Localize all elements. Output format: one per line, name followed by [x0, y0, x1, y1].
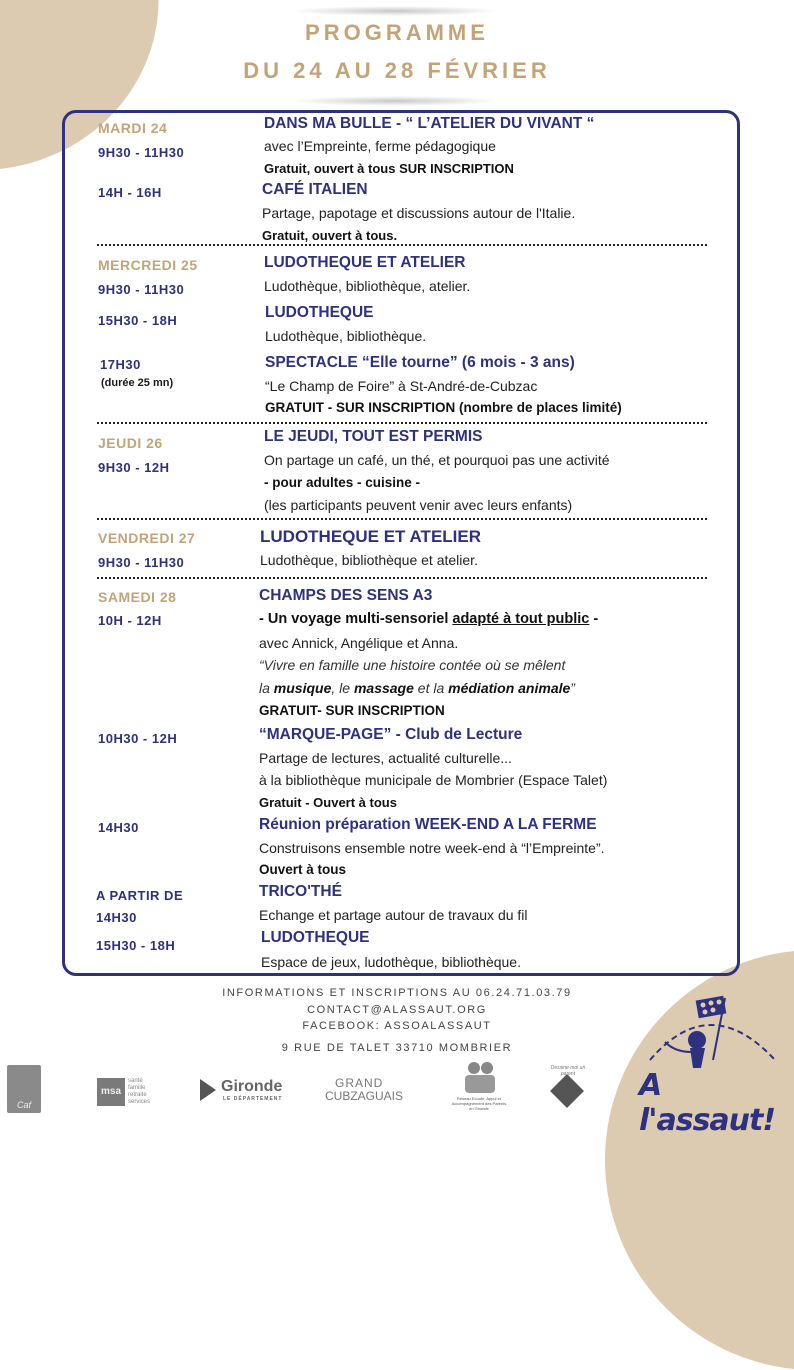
dotted-divider [97, 577, 707, 579]
event-quote: “Vivre en famille une histoire contée où se mêlent [259, 657, 566, 673]
event-time: 9H30 - 11H30 [98, 555, 185, 570]
text-underlined: adapté à tout public [452, 611, 590, 627]
grand-cubzaguais-logo-top: GRAND [335, 1076, 384, 1090]
event-subtitle [259, 611, 598, 627]
event-time: 9H30 - 12H [98, 460, 170, 475]
event-title: LE JEUDI, TOUT EST PERMIS [264, 428, 483, 445]
text-bold: médiation animale [448, 680, 571, 696]
event-title: LUDOTHEQUE [261, 929, 370, 946]
event-description: à la bibliothèque municipale de Mombrier (Espace Talet) [259, 772, 608, 788]
event-description: Ludothèque, bibliothèque. [265, 328, 427, 344]
event-time: 14H30 [96, 910, 137, 925]
reaap-logo [450, 1062, 508, 1118]
msa-logo-text: msa [100, 1086, 121, 1097]
title-shadow-top [290, 6, 500, 16]
event-time: 17H30 [100, 357, 141, 372]
footer-address: 9 RUE DE TALET 33710 MOMBRIER [281, 1042, 513, 1054]
event-description: Echange et partage autour de travaux du fil [259, 907, 528, 923]
event-note: Ouvert à tous [259, 862, 347, 877]
day-label-jeudi: JEUDI 26 [98, 435, 163, 451]
event-title: CHAMPS DES SENS A3 [259, 587, 433, 604]
a-lassaut-logo-text: A l'assaut! [639, 1068, 776, 1138]
text-part: la [259, 680, 274, 696]
dotted-divider [97, 244, 707, 246]
text-bold: massage [353, 680, 414, 696]
event-note: Gratuit, ouvert à tous SUR INSCRIPTION [264, 161, 514, 176]
event-time: 14H - 16H [98, 185, 162, 200]
text-bold: musique [273, 680, 332, 696]
event-note: Gratuit, ouvert à tous. [262, 228, 398, 243]
msa-logo [97, 1078, 125, 1106]
event-time: 15H30 - 18H [96, 938, 176, 953]
dotted-divider [97, 518, 707, 520]
caf-logo [7, 1065, 41, 1113]
event-description: - pour adultes - cuisine - [264, 475, 421, 490]
event-description: Espace de jeux, ludothèque, bibliothèque. [261, 954, 521, 970]
footer-facebook[interactable]: FACEBOOK: ASSOALASSAUT [302, 1020, 492, 1032]
event-title: TRICO'THÉ [259, 883, 342, 900]
event-description: Partage de lectures, actualité culturelle... [259, 750, 512, 766]
event-title: CAFÉ ITALIEN [262, 181, 368, 198]
event-title: Réunion préparation WEEK-END A LA FERME [259, 816, 597, 833]
event-title: LUDOTHEQUE ET ATELIER [260, 527, 481, 546]
page-title: PROGRAMME [305, 20, 489, 45]
footer-info: INFORMATIONS ET INSCRIPTIONS AU 06.24.71.03.79 [222, 987, 572, 999]
msa-sub: famille [128, 1085, 146, 1091]
event-time: 14H30 [98, 820, 139, 835]
day-label-samedi: SAMEDI 28 [98, 589, 177, 605]
caf-logo-text: Caf [16, 1100, 31, 1110]
reaap-logo-text: Réseau Ecoute, Appui et Accompagnement des Parents en Gironde [451, 1096, 507, 1111]
gironde-logo-text: Gironde [221, 1078, 283, 1095]
event-description: Ludothèque, bibliothèque et atelier. [260, 552, 478, 568]
event-time: 9H30 - 11H30 [98, 282, 185, 297]
event-description: “Le Champ de Foire” à St-André-de-Cubzac [265, 378, 538, 394]
msa-sub: santé [128, 1078, 143, 1084]
a-lassaut-logo [635, 990, 785, 1138]
text-part: - [589, 611, 599, 627]
day-label-vendredi: VENDREDI 27 [98, 530, 196, 546]
text-part: , le [331, 680, 354, 696]
event-description: (les participants peuvent venir avec leurs enfants) [264, 497, 573, 513]
kite-logo-text: Dessine moi un parent [550, 1065, 586, 1077]
day-label-mercredi: MERCREDI 25 [98, 257, 198, 273]
gironde-chevron-icon [200, 1079, 216, 1101]
event-time: 10H - 12H [98, 613, 162, 628]
event-description: Construisons ensemble notre week-end à “l’Empreinte”. [259, 840, 605, 856]
event-description: avec l’Empreinte, ferme pédagogique [264, 138, 496, 154]
msa-sub: services [128, 1099, 151, 1105]
dotted-divider [97, 422, 707, 424]
event-quote [259, 680, 575, 696]
event-note: Gratuit - Ouvert à tous [259, 795, 397, 810]
event-duration: (durée 25 mn) [101, 377, 174, 389]
msa-logo-tagline [128, 1078, 150, 1106]
event-title: LUDOTHEQUE ET ATELIER [264, 254, 466, 271]
event-note: GRATUIT- SUR INSCRIPTION [259, 703, 445, 718]
event-title: DANS MA BULLE - “ L’ATELIER DU VIVANT “ [264, 115, 595, 132]
footer-email[interactable]: CONTACT@ALASSAUT.ORG [307, 1004, 487, 1016]
event-title: SPECTACLE “Elle tourne” (6 mois - 3 ans) [265, 354, 575, 371]
event-time: 15H30 - 18H [98, 313, 178, 328]
text-part: - Un voyage multi-sensoriel [259, 611, 453, 627]
event-title: LUDOTHEQUE [265, 304, 374, 321]
event-description: avec Annick, Angélique et Anna. [259, 635, 459, 651]
event-note: GRATUIT - SUR INSCRIPTION (nombre de places limité) [265, 400, 622, 415]
grand-cubzaguais-logo-bottom: CUBZAGUAIS [325, 1089, 404, 1103]
text-part: et la [413, 680, 449, 696]
event-description: Partage, papotage et discussions autour de l'Italie. [262, 205, 576, 221]
msa-sub: retraite [128, 1092, 147, 1098]
gironde-logo-sub: LE DÉPARTEMENT [223, 1096, 283, 1102]
page-subtitle-dates: DU 24 AU 28 FÉVRIER [243, 58, 551, 83]
event-time: 10H30 - 12H [98, 731, 178, 746]
text-part: ” [570, 680, 575, 696]
kite-logo [543, 1065, 593, 1115]
event-time: 9H30 - 11H30 [98, 145, 185, 160]
event-title: “MARQUE-PAGE” - Club de Lecture [259, 726, 523, 743]
title-shadow-bottom [290, 96, 500, 106]
event-time-prefix: A PARTIR DE [96, 888, 184, 903]
day-label-mardi: MARDI 24 [98, 120, 168, 136]
event-description: Ludothèque, bibliothèque, atelier. [264, 278, 471, 294]
event-description: On partage un café, un thé, et pourquoi pas une activité [264, 452, 610, 468]
